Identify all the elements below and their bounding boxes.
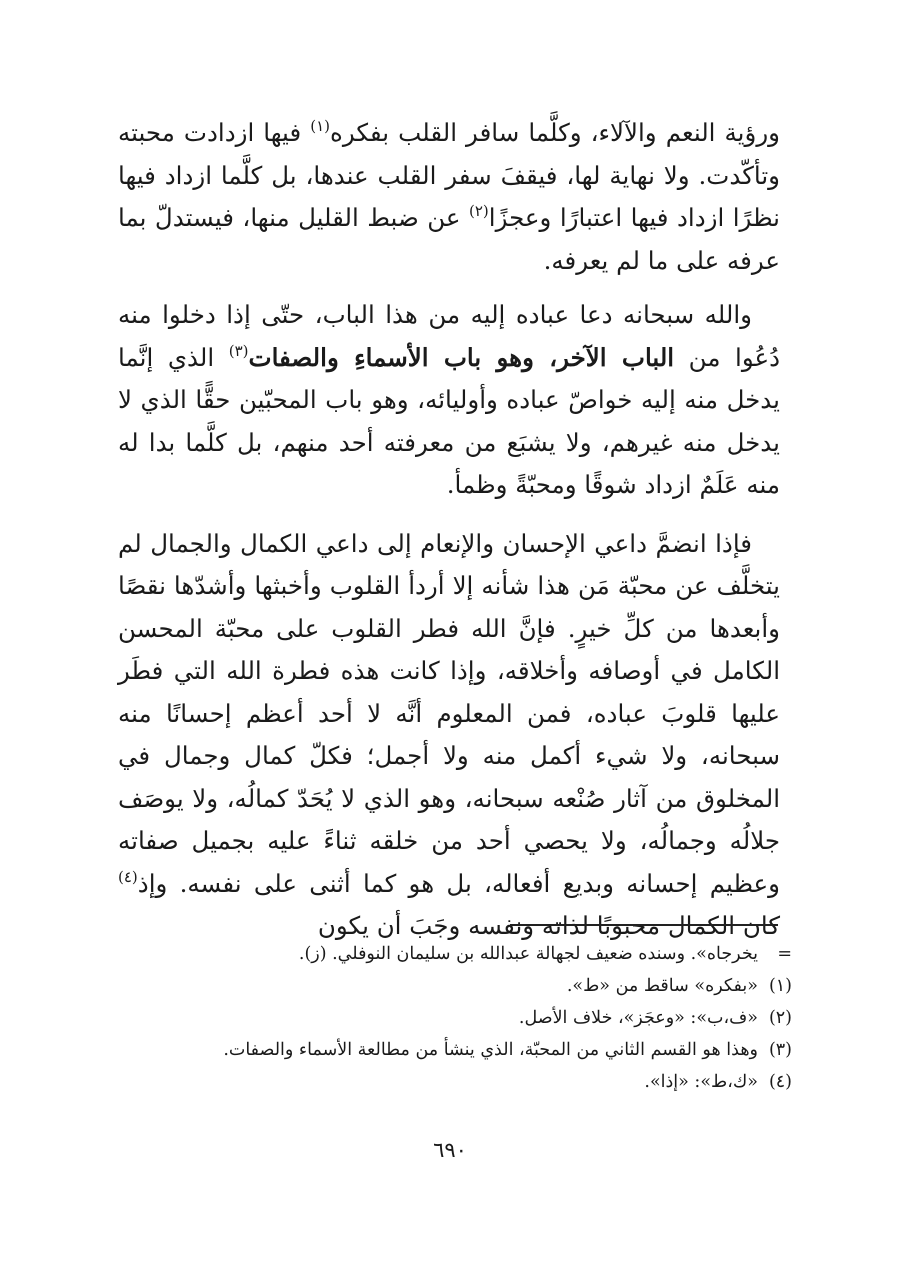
text-run: فإذا انضمَّ داعي الإحسان والإنعام إلى داعي الكمال والجمال لم يتخلَّف عن محبّة مَن هذا شأنه إلا أردأ القلوب وأخبثها وأشدّها نقصًا وأبعدها من كلِّ خيرٍ. فإنَّ الله فطر القلوب على محبّة المحسن الكامل في أوصافه وأخلاقه، وإذا كانت هذه فطرة الله التي فطَر عليها قلوبَ عباده، فمن المعلوم أنَّه لا أحد أعظم إحسانًا منه سبحانه، ولا شيء أكمل منه ولا أجمل؛ فكلّ كمال وجمال في المخلوق من آثار صُنْعه سبحانه، وهو الذي لا يُحَدّ كمالُه، ولا يوصَف جلالُه وجمالُه، ولا يحصي أحد من خلقه ثناءً عليه بجميل صفاته وعظيم إحسانه وبديع أفعاله، بل هو كما أثنى على نفسه. وإذ [118,528,780,898]
page-number: ٦٩٠ [433,1138,467,1162]
footnote-mark: (٤) [768,1072,792,1092]
footnote-text: وهذا هو القسم الثاني من المحبّة، الذي ينشأ من مطالعة الأسماء والصفات. [223,1040,758,1060]
footnote-text: يخرجاه». وسنده ضعيف لجهالة عبدالله بن سليمان النوفلي. (ز). [298,944,758,964]
paragraph-1 [118,112,780,282]
main-text [118,112,780,948]
footnote-text: «ف،ب»: «وعجَز»، خلاف الأصل. [518,1008,758,1028]
footnote-item [120,1034,792,1066]
footnote-ref-3[interactable]: (٣) [228,341,249,360]
footnote-mark: (١) [768,976,792,996]
footnote-item [120,1066,792,1098]
text-run: والله سبحانه دعا عباده إليه من هذا الباب، حتّى إذا دخلوا منه دُعُوا من [118,300,781,372]
text-run: كان الكمال محبوبًا لذاته ونفسه وجَبَ أن يكون [317,911,780,940]
text-run: فيها ازدادت محبته وتأكّدت. ولا نهاية لها، فيقفَ سفر القلب عندها، بل كلَّما ازداد فيها نظرًا ازداد فيها اعتبارًا وعجزًا [118,118,780,232]
footnote-mark: (٣) [768,1040,792,1060]
footnote-item [120,938,792,970]
footnote-text: «بفكره» ساقط من «ط». [566,976,758,996]
bold-phrase: الباب الآخر، وهو باب الأسماءِ والصفات [248,342,675,372]
text-run: عن ضبط القليل منها، فيستدلّ بما عرفه على ما لم يعرفه. [118,203,780,275]
footnote-separator [510,924,778,926]
text-run: ورؤية النعم والآلاء، وكلَّما سافر القلب بفكره [330,118,780,147]
footnote-ref-4[interactable]: (٤) [118,867,138,886]
footnote-item [120,1002,792,1034]
footnote-text: «ك،ط»: «إذا». [644,1072,758,1092]
footnotes [120,938,792,1098]
footnote-item [120,970,792,1002]
paragraph-3 [118,523,780,948]
footnote-ref-2[interactable]: (٢) [469,202,489,220]
footnote-mark: (٢) [768,1008,792,1028]
paragraph-2 [118,294,780,507]
footnote-ref-1[interactable]: (١) [310,117,331,135]
footnote-mark: = [777,944,792,964]
text-run: الذي إنَّما يدخل منه إليه خواصّ عباده وأوليائه، وهو باب المحبّين حقًّا الذي لا يدخل منه غيرهم، ولا يشبَع من معرفته أحد منهم، بل كلَّما بدا له منه عَلَمٌ ازداد شوقًا ومحبّةً وظمأ. [118,342,780,499]
